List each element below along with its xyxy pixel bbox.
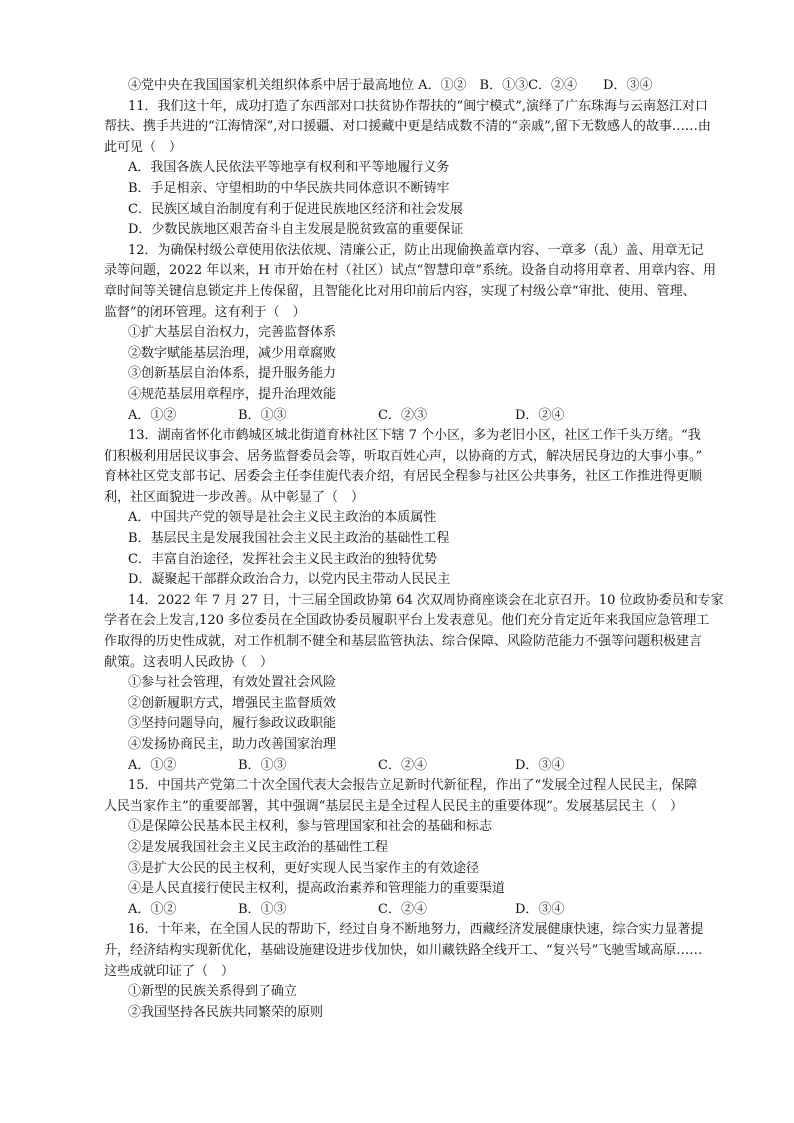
question-stem-first-line: 15．中国共产党第二十次全国代表大会报告立足新时代新征程，作出了“发展全过程人民民主，保障 — [128, 778, 698, 794]
question-list — [104, 76, 724, 1023]
statement-item: ④规范基层用章程序，提升治理效能 — [128, 386, 337, 402]
question-block — [104, 426, 704, 591]
statement-item: ①参与社会管理，有效处置社会风险 — [128, 675, 337, 691]
answer-option: A．中国共产党的领导是社会主义民主政治的本质属性 — [128, 510, 437, 526]
question-block — [104, 591, 724, 776]
statement-item: ②数字赋能基层治理，减少用章腐败 — [128, 345, 337, 361]
question-block — [104, 97, 711, 241]
statement-item: ①是保障公民基本民主权利，参与管理国家和社会的基础和标志 — [128, 819, 493, 835]
question-stem-line: 育林社区党支部书记、居委会主任李佳旎代表介绍，有居民全程参与社区公共事务，社区工作推进得更顺 — [104, 469, 703, 485]
answer-choice: A．①② — [128, 901, 177, 917]
statement-item: ③是扩大公民的民主权利，更好实现人民当家作主的有效途径 — [128, 860, 480, 876]
question-stem-line: 帮扶、携手共进的“江海情深”,对口援疆、对口援藏中更是结成数不清的“亲戚”,留下无数感人的故事……由 — [104, 119, 711, 135]
statement-item: ②我国坚持各民族共同繁荣的原则 — [128, 1004, 324, 1020]
answer-choice: C．②④ — [378, 757, 427, 773]
question-stem-line: 人民当家作主”的重要部署，其中强调“基层民主是全过程人民民主的重要体现”。发展基层民主（ ） — [104, 798, 683, 814]
answer-choice: C．②④ — [378, 901, 427, 917]
answer-choice: D．②④ — [515, 407, 565, 423]
answer-choice: B．①③ — [238, 901, 287, 917]
question-stem-line: 录等问题，2022 年以来，H 市开始在村（社区）试点“智慧印章”系统。设备自动将用章者、用章内容、用 — [104, 263, 716, 279]
question-stem-first-line: 16．十年来，在全国人民的帮助下，经过自身不断地努力，西藏经济发展健康快速，综合实力显著提 — [128, 922, 704, 938]
question-stem-line: 监督”的闭环管理。这有利于（ ） — [104, 304, 306, 320]
statement-item: ②是发展我国社会主义民主政治的基础性工程 — [128, 839, 389, 855]
answer-choice: B．①③ — [238, 407, 287, 423]
question-block — [104, 241, 716, 426]
question-stem-line: 这些成就印证了（ ） — [104, 963, 235, 979]
question-stem-first-line: 13．湖南省怀化市鹤城区城北街道育林社区下辖 7 个小区，多为老旧小区，社区工作千头万绪。“我 — [128, 428, 701, 444]
statement-item: ③创新基层自治体系，提升服务能力 — [128, 366, 337, 382]
answer-option: C．民族区域自治制度有利于促进民族地区经济和社会发展 — [128, 201, 463, 217]
statement-item: ①扩大基层自治权力，完善监督体系 — [128, 325, 337, 341]
question-stem-line: 章时间等关键信息锁定并上传保留，且智能化比对用印前后内容，实现了村级公章“审批、使用、管理、 — [104, 283, 696, 299]
answer-option: D．凝聚起干部群众政治合力，以党内民主带动人民民主 — [128, 572, 451, 588]
answer-option: A．我国各族人民依法平等地享有权利和平等地履行义务 — [128, 160, 450, 176]
choice-row — [104, 406, 704, 427]
answer-option: D．少数民族地区艰苦奋斗自主发展是脱贫致富的重要保证 — [128, 222, 464, 238]
answer-option: B．手足相亲、守望相助的中华民族共同体意识不断铸牢 — [128, 180, 450, 196]
statement-item: ②创新履职方式，增强民主监督质效 — [128, 695, 337, 711]
statement-item: ①新型的民族关系得到了确立 — [128, 984, 298, 1000]
question-stem-line: 献策。这表明人民政协（ ） — [104, 654, 274, 670]
question-block — [104, 776, 704, 920]
answer-choice: C．②③ — [378, 407, 427, 423]
question-stem-first-line: 11．我们这十年，成功打造了东西部对口扶贫协作帮扶的“闽宁模式”,演绎了广东珠海与云南怒江对口 — [128, 98, 708, 114]
question-stem-line: 升，经济结构实现新优化，基础设施建设进步伐加快，如川藏铁路全线开工、“复兴号”飞驰雪域高原…… — [104, 942, 703, 958]
answer-choice: A．①② — [128, 757, 177, 773]
question-stem-line: 利，社区面貌进一步改善。从中彰显了（ ） — [104, 489, 365, 505]
question-stem-line: 作取得的历史性成就，对工作机制不健全和基层监管执法、综合保障、风险防范能力不强等问题积极建言 — [104, 634, 703, 650]
choice-row — [104, 756, 704, 777]
answer-choice: A．①② — [128, 407, 177, 423]
question-stem-line: 们积极利用居民议事会、居务监督委员会等，听取百姓心声，以协商的方式，解决居民身边的大事小事。” — [104, 448, 703, 464]
answer-choice: D．③④ — [515, 757, 565, 773]
answer-choice: D．③④ — [515, 901, 565, 917]
question-stem-line: 学者在会上发言,120 多位委员在全国政协委员履职平台上发表意见。他们充分肯定近年来我国应急管理工 — [104, 613, 710, 629]
statement-item: ④是人民直接行使民主权利，提高政治素养和管理能力的重要渠道 — [128, 881, 506, 897]
question-stem-first-line: 12．为确保村级公章使用依法依规、清廉公正，防止出现偷换盖章内容、一章多（乱）盖、用章无记 — [128, 242, 704, 258]
question-stem-line: 此可见（ ） — [104, 139, 183, 155]
choice-row — [104, 900, 704, 921]
question-block — [104, 920, 704, 1023]
statement-item: ③坚持问题导向，履行参政议政职能 — [128, 716, 337, 732]
statement-item: ④发扬协商民主，助力改善国家治理 — [128, 737, 337, 752]
question-stem-first-line: 14．2022 年 7 月 27 日，十三届全国政协第 64 次双周协商座谈会在北京召开。10 位政协委员和专家 — [128, 592, 724, 608]
previous-question-tail: ④党中央在我国国家机关组织体系中居于最高地位 A．①② B．①③C．②④ D．③④ — [128, 78, 653, 93]
answer-option: B．基层民主是发展我国社会主义民主政治的基础性工程 — [128, 531, 450, 547]
answer-option: C．丰富自治途径，发挥社会主义民主政治的独特优势 — [128, 551, 437, 567]
answer-choice: B．①③ — [238, 757, 287, 773]
